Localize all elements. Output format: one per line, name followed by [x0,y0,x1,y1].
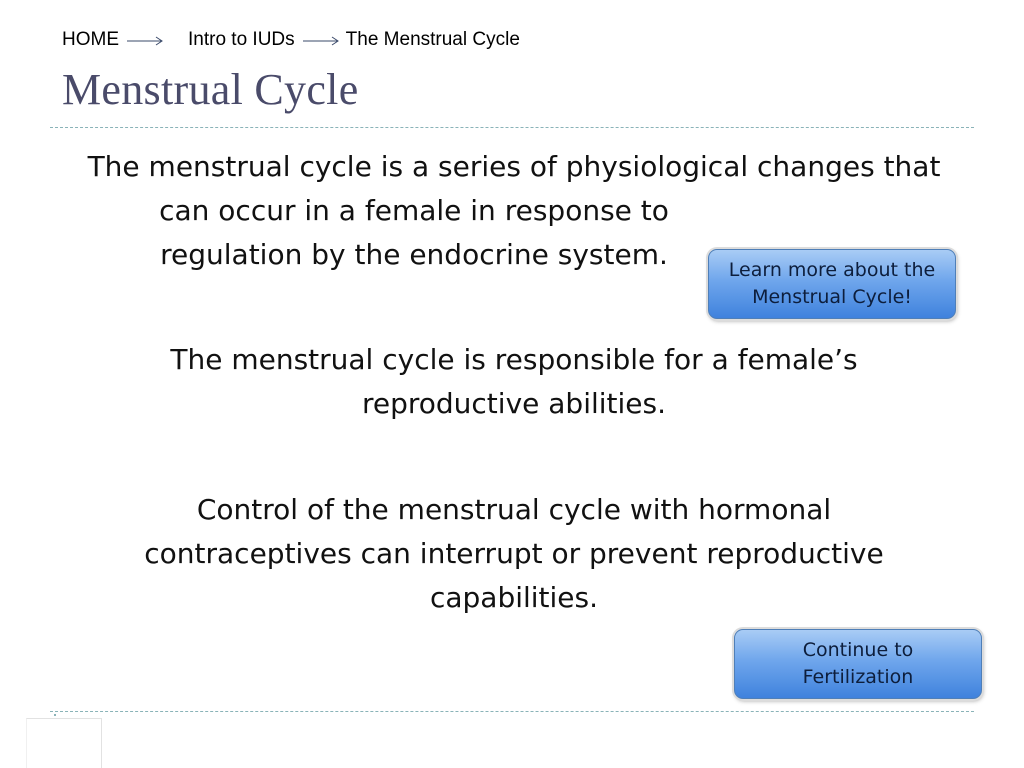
continue-button[interactable] [734,629,982,699]
breadcrumb-intro-to-iuds[interactable]: Intro to IUDs [188,29,295,50]
breadcrumb-home[interactable]: HOME [62,29,119,50]
continue-label: Continue to Fertilization [802,639,914,688]
learn-more-label: Learn more about the Menstrual Cycle! [728,259,936,308]
corner-box [26,718,102,768]
paragraph-text: contraceptives can interrupt or prevent reproductive capabilities. [144,537,884,614]
body-paragraph-reproductive [64,338,964,426]
page-title: Menstrual Cycle [62,65,359,114]
paragraph-line: The menstrual cycle is a series of physiological changes that [87,150,941,183]
long-right-arrow-icon [126,34,164,48]
body-paragraph-contraceptives [64,488,964,620]
learn-more-button[interactable] [708,249,956,319]
footer-divider [50,711,974,712]
breadcrumb-menstrual-cycle[interactable]: The Menstrual Cycle [345,29,520,50]
divider-dot [54,714,56,716]
breadcrumb [62,28,520,52]
long-right-arrow-icon [302,34,340,48]
paragraph-text: can occur in a female in response to regulation by the endocrine system. [159,194,669,271]
paragraph-line: The menstrual cycle is responsible for a female’s [170,343,858,376]
paragraph-text: reproductive abilities. [361,387,667,420]
title-divider [50,127,974,128]
paragraph-line: Control of the menstrual cycle with hormonal [196,493,832,526]
